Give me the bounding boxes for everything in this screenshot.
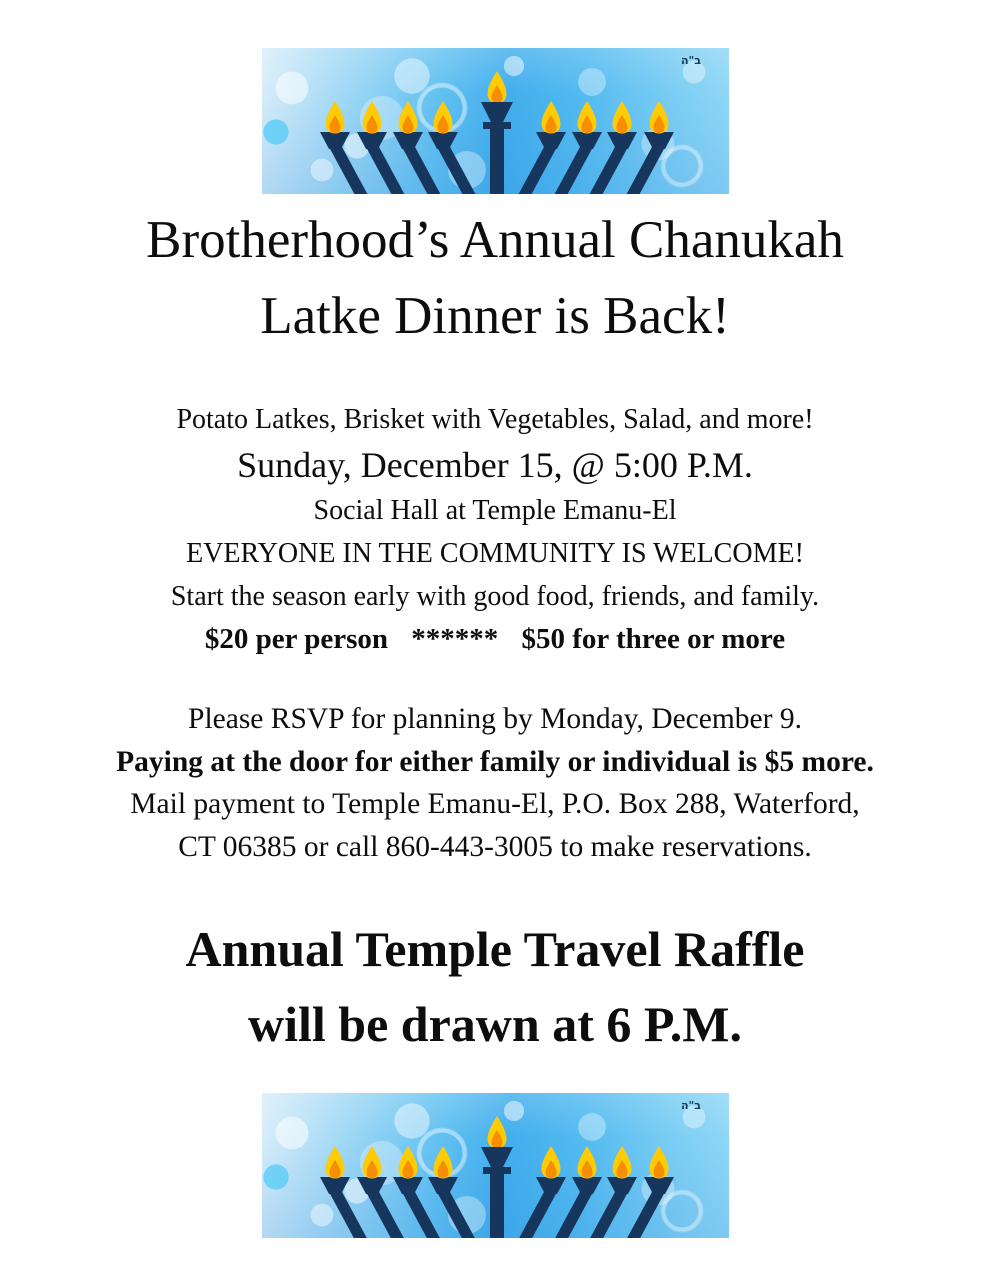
menorah-banner-bottom: [262, 1093, 729, 1238]
price-per-person: $20 per person: [204, 623, 389, 655]
raffle-heading: [0, 912, 990, 1062]
menu-line: Potato Latkes, Brisket with Vegetables, Salad, and more!: [176, 404, 814, 435]
rsvp-line-4: CT 06385 or call 860-443-3005 to make reservations.: [178, 830, 812, 863]
location-line: Social Hall at Temple Emanu-El: [313, 495, 677, 526]
hebrew-blessing-mark: ב"ה: [681, 1099, 701, 1112]
menorah-icon: [262, 48, 729, 194]
welcome-line: EVERYONE IN THE COMMUNITY IS WELCOME!: [186, 538, 804, 569]
menorah-icon: [262, 1093, 729, 1238]
hebrew-blessing-mark: ב"ה: [681, 54, 701, 67]
price-line: [0, 618, 990, 661]
rsvp-line-1: Please RSVP for planning by Monday, December 9.: [188, 703, 802, 735]
rsvp-info: [0, 698, 990, 868]
datetime-line: Sunday, December 15, @ 5:00 P.M.: [237, 445, 753, 485]
price-for-three: $50 for three or more: [521, 623, 786, 655]
title-line-2: Latke Dinner is Back!: [260, 287, 730, 345]
event-details: [0, 398, 990, 661]
raffle-line-1: Annual Temple Travel Raffle: [185, 921, 805, 977]
rsvp-line-3: Mail payment to Temple Emanu-El, P.O. Box 288, Waterford,: [130, 788, 860, 820]
flyer-title: [0, 202, 990, 354]
rsvp-line-2: Paying at the door for either family or individual is $5 more.: [116, 745, 874, 778]
season-line: Start the season early with good food, friends, and family.: [170, 581, 820, 612]
price-separator: ******: [411, 623, 499, 655]
raffle-line-2: will be drawn at 6 P.M.: [248, 996, 742, 1052]
menorah-banner-top: [262, 48, 729, 194]
title-line-1: Brotherhood’s Annual Chanukah: [146, 211, 844, 269]
